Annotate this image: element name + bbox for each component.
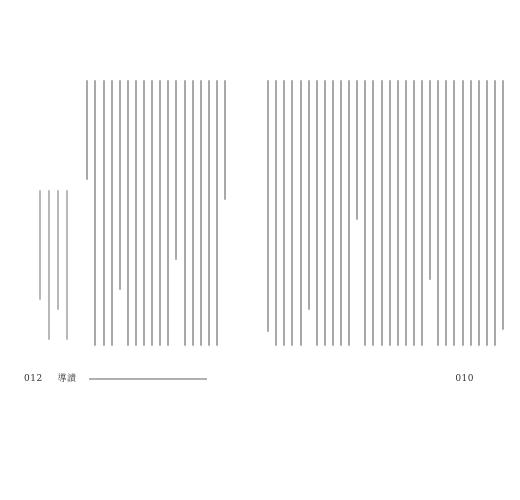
- text-column: [486, 80, 488, 346]
- text-column: [453, 80, 455, 346]
- text-column: [291, 80, 293, 346]
- text-column: [94, 80, 96, 346]
- text-column: [502, 80, 504, 330]
- text-column: [143, 80, 145, 346]
- text-column: [478, 80, 480, 346]
- text-column: [39, 190, 41, 300]
- text-column: [494, 80, 496, 346]
- text-column: [224, 80, 226, 200]
- text-column: [421, 80, 423, 346]
- text-column: [175, 80, 177, 260]
- text-column: [308, 80, 310, 310]
- text-column: [462, 80, 464, 346]
- text-column: [283, 80, 285, 346]
- text-column: [300, 80, 302, 346]
- text-column: [364, 80, 366, 346]
- text-column: [200, 80, 202, 346]
- text-column: [470, 80, 472, 346]
- text-column: [159, 80, 161, 346]
- text-column: [192, 80, 194, 346]
- text-column: [127, 80, 129, 346]
- text-column: [119, 80, 121, 290]
- text-column: [316, 80, 318, 346]
- text-column: [86, 80, 88, 180]
- text-column: [57, 190, 59, 310]
- text-column: [429, 80, 431, 280]
- text-column: [348, 80, 350, 346]
- text-column: [151, 80, 153, 346]
- text-column: [332, 80, 334, 346]
- running-header-rule: [89, 378, 207, 380]
- text-column: [216, 80, 218, 346]
- text-column: [437, 80, 439, 346]
- text-column: [381, 80, 383, 346]
- text-column: [405, 80, 407, 346]
- right-page-footer: [455, 372, 474, 386]
- text-column: [397, 80, 399, 346]
- text-column: [111, 80, 113, 346]
- text-column: [372, 80, 374, 346]
- text-column: [66, 190, 68, 340]
- right-page-number: 010: [455, 374, 474, 384]
- text-column: [275, 80, 277, 346]
- text-column: [48, 190, 50, 340]
- text-column: [389, 80, 391, 346]
- left-page-footnote-columns: [24, 190, 68, 350]
- text-column: [413, 80, 415, 346]
- running-header: 導讀: [57, 374, 77, 384]
- text-column: [103, 80, 105, 346]
- text-column: [267, 80, 269, 332]
- text-column: [340, 80, 342, 346]
- text-column: [135, 80, 137, 346]
- text-column: [356, 80, 358, 220]
- text-column: [324, 80, 326, 346]
- left-page-footer: [24, 372, 207, 386]
- right-page-text-columns: [262, 80, 504, 350]
- text-column: [184, 80, 186, 346]
- text-column: [167, 80, 169, 346]
- left-page-number: 012: [24, 374, 43, 384]
- text-column: [445, 80, 447, 346]
- text-column: [208, 80, 210, 346]
